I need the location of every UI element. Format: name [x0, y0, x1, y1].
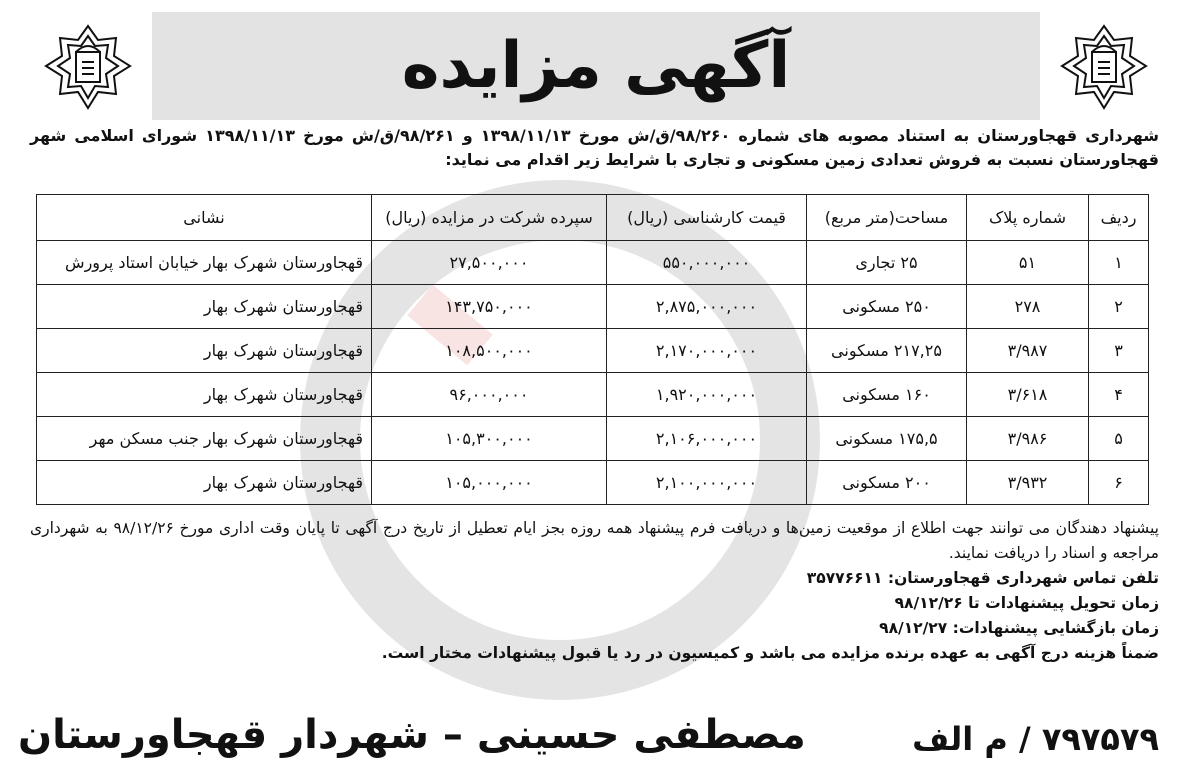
- cell-plak: ۳/۹۸۷: [967, 329, 1089, 373]
- cell-deposit: ۱۰۵,۳۰۰,۰۰۰: [372, 417, 607, 461]
- page-title: آگهی مزایده: [401, 29, 791, 103]
- col-header-address: نشانی: [37, 195, 372, 241]
- cell-address: قهجاورستان شهرک بهار: [37, 461, 372, 505]
- col-header-price: قیمت کارشناسی (ریال): [607, 195, 807, 241]
- notice-code: ۷۹۷۵۷۹ / م الف: [912, 720, 1159, 758]
- table-row: [37, 373, 1149, 417]
- cell-area: ۲۰۰ مسکونی: [807, 461, 967, 505]
- cell-radif: ۳: [1089, 329, 1149, 373]
- cell-area: ۲۵۰ مسکونی: [807, 285, 967, 329]
- cell-deposit: ۹۶,۰۰۰,۰۰۰: [372, 373, 607, 417]
- table-row: [37, 285, 1149, 329]
- cell-radif: ۶: [1089, 461, 1149, 505]
- municipality-emblem-icon: [1056, 22, 1152, 114]
- col-header-radif: ردیف: [1089, 195, 1149, 241]
- cell-area: ۲۵ تجاری: [807, 241, 967, 285]
- cell-deposit: ۲۷,۵۰۰,۰۰۰: [372, 241, 607, 285]
- cell-radif: ۵: [1089, 417, 1149, 461]
- cell-plak: ۲۷۸: [967, 285, 1089, 329]
- table-row: [37, 461, 1149, 505]
- cost-note: ضمناً هزینه درج آگهی به عهده برنده مزایده می باشد و کمیسیون در رد یا قبول پیشنهادات مختار است.: [381, 644, 1159, 662]
- cell-radif: ۱: [1089, 241, 1149, 285]
- table-row: [37, 329, 1149, 373]
- col-header-area: مساحت(متر مربع): [807, 195, 967, 241]
- cell-price: ۵۵۰,۰۰۰,۰۰۰: [607, 241, 807, 285]
- cell-radif: ۴: [1089, 373, 1149, 417]
- auction-table: [36, 194, 1149, 505]
- opening-date: زمان بازگشایی پیشنهادات: ۹۸/۱۲/۲۷: [879, 619, 1159, 637]
- conditions-paragraph: پیشنهاد دهندگان می توانند جهت اطلاع از موقعیت زمین‌ها و دریافت فرم پیشنهاد همه روزه بجز ایام تعطیل از تاریخ درج آگهی تا پایان وقت اداری مورخ ۹۸/۱۲/۲۶ به شهرداری مراجعه و اسناد را دریافت نمایند.: [30, 519, 1159, 562]
- header: [28, 12, 1164, 120]
- conditions-section: [30, 516, 1159, 666]
- cell-plak: ۵۱: [967, 241, 1089, 285]
- phone-line: تلفن تماس شهرداری قهجاورستان: ۳۵۷۷۶۶۱۱: [806, 569, 1159, 587]
- municipality-logo-right: [1044, 20, 1164, 116]
- cell-price: ۲,۱۰۰,۰۰۰,۰۰۰: [607, 461, 807, 505]
- cell-area: ۲۱۷,۲۵ مسکونی: [807, 329, 967, 373]
- col-header-deposit: سپرده شرکت در مزایده (ریال): [372, 195, 607, 241]
- cell-address: قهجاورستان شهرک بهار: [37, 329, 372, 373]
- cell-area: ۱۶۰ مسکونی: [807, 373, 967, 417]
- col-header-plak: شماره پلاک: [967, 195, 1089, 241]
- delivery-deadline: زمان تحویل پیشنهادات تا ۹۸/۱۲/۲۶: [894, 594, 1159, 612]
- cell-price: ۲,۱۰۶,۰۰۰,۰۰۰: [607, 417, 807, 461]
- intro-paragraph: شهرداری قهجاورستان به استناد مصوبه های شماره ۹۸/۲۶۰/ق/ش مورخ ۱۳۹۸/۱۱/۱۳ و ۹۸/۲۶۱/ق/ش مورخ ۱۳۹۸/۱۱/۱۳ شورای اسلامی شهر قهجاورستان نسبت به فروش تعدادی زمین مسکونی و تجاری با شرایط زیر اقدام می نماید:: [30, 126, 1160, 169]
- cell-address: قهجاورستان شهرک بهار جنب مسکن مهر: [37, 417, 372, 461]
- cell-plak: ۳/۹۳۲: [967, 461, 1089, 505]
- table-row: [37, 417, 1149, 461]
- cell-plak: ۳/۶۱۸: [967, 373, 1089, 417]
- municipality-emblem-icon: [40, 22, 136, 114]
- cell-address: قهجاورستان شهرک بهار: [37, 373, 372, 417]
- cell-address: قهجاورستان شهرک بهار: [37, 285, 372, 329]
- table-header-row: [37, 195, 1149, 241]
- cell-price: ۲,۱۷۰,۰۰۰,۰۰۰: [607, 329, 807, 373]
- title-band: [152, 12, 1040, 120]
- cell-price: ۱,۹۲۰,۰۰۰,۰۰۰: [607, 373, 807, 417]
- cell-radif: ۲: [1089, 285, 1149, 329]
- cell-address: قهجاورستان شهرک بهار خیابان استاد پرورش: [37, 241, 372, 285]
- cell-deposit: ۱۰۸,۵۰۰,۰۰۰: [372, 329, 607, 373]
- cell-area: ۱۷۵,۵ مسکونی: [807, 417, 967, 461]
- cell-plak: ۳/۹۸۶: [967, 417, 1089, 461]
- table-row: [37, 241, 1149, 285]
- municipality-logo-left: [28, 20, 148, 116]
- mayor-signature: مصطفی حسینی – شهردار قهجاورستان: [18, 712, 806, 758]
- cell-deposit: ۱۴۳,۷۵۰,۰۰۰: [372, 285, 607, 329]
- cell-deposit: ۱۰۵,۰۰۰,۰۰۰: [372, 461, 607, 505]
- footer: [18, 712, 1159, 772]
- cell-price: ۲,۸۷۵,۰۰۰,۰۰۰: [607, 285, 807, 329]
